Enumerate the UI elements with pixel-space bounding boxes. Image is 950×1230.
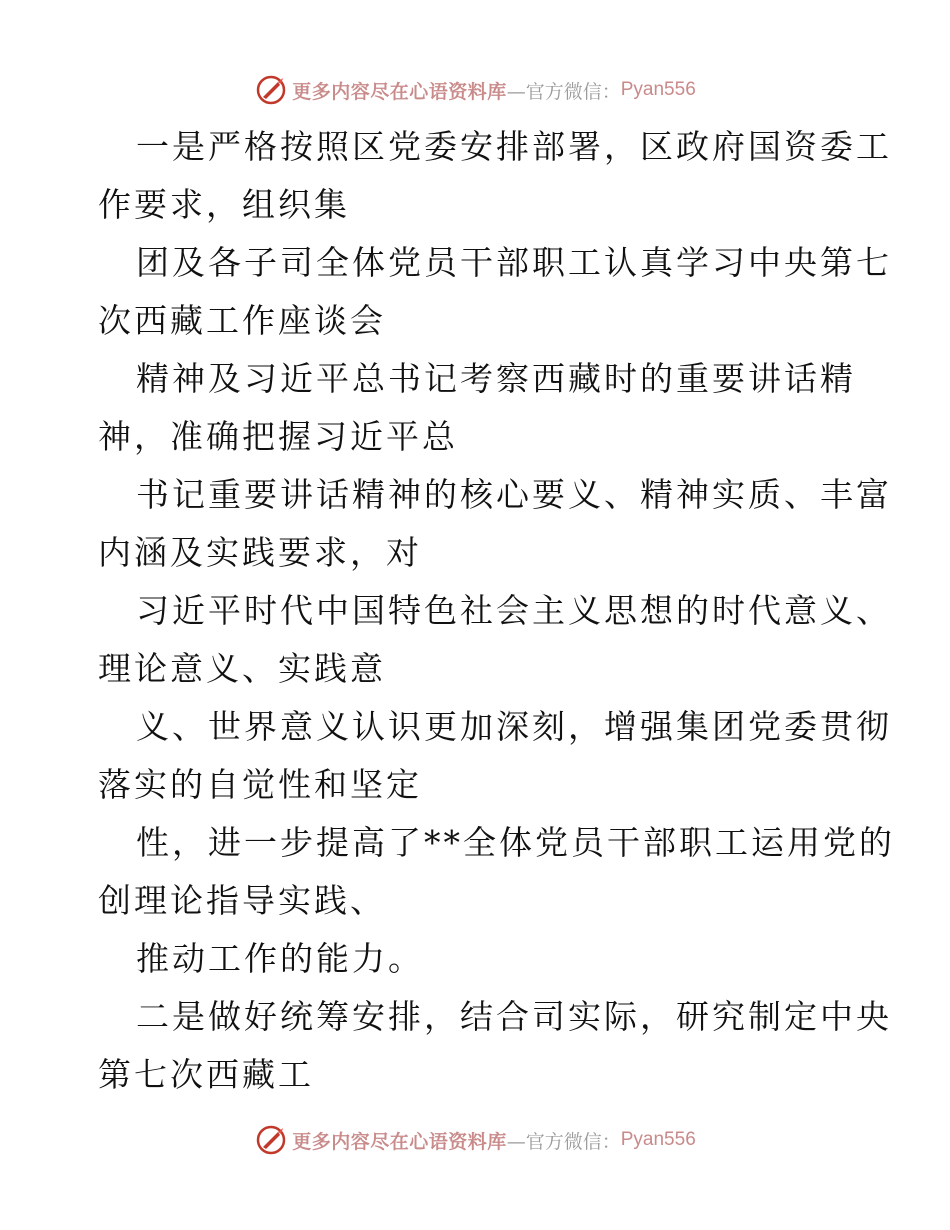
watermark-text: 更多内容尽在心语资料库 [292,1130,507,1153]
watermark-header [0,70,950,110]
text-line: 内涵及实践要求，对 [98,533,422,572]
watermark-separator: —官方微信： [506,80,621,103]
text-line: 第七次西藏工 [98,1055,314,1094]
text-line: 团及各子司全体党员干部职工认真学习中央第七 [136,243,892,282]
text-line: 一是严格按照区党委安排部署，区政府国资委工 [136,127,892,166]
document-body [98,118,895,1104]
quill-logo-icon [254,1123,288,1157]
watermark-wechat-id: Pyan556 [620,79,696,100]
text-line: 习近平时代中国特色社会主义思想的时代意义、 [136,591,892,630]
watermark-text: 更多内容尽在心语资料库 [292,80,507,103]
watermark-separator: —官方微信： [506,1130,621,1153]
text-line: 推动工作的能力。 [136,939,424,978]
text-line: 作要求，组织集 [98,185,350,224]
watermark-footer [0,1120,950,1160]
text-line: 性，进一步提高了**全体党员干部职工运用党的 [136,823,895,862]
quill-logo-icon [254,73,288,107]
text-line: 二是做好统筹安排，结合司实际，研究制定中央 [136,997,892,1036]
watermark-wechat-id: Pyan556 [620,1129,696,1150]
text-line: 落实的自觉性和坚定 [98,765,422,804]
text-line: 义、世界意义认识更加深刻，增强集团党委贯彻 [136,707,892,746]
text-line: 神，准确把握习近平总 [98,417,458,456]
text-line: 书记重要讲话精神的核心要义、精神实质、丰富 [136,475,892,514]
text-line: 理论意义、实践意 [98,649,386,688]
text-line: 精神及习近平总书记考察西藏时的重要讲话精 [136,359,856,398]
text-line: 次西藏工作座谈会 [98,301,386,340]
text-line: 创理论指导实践、 [98,881,386,920]
